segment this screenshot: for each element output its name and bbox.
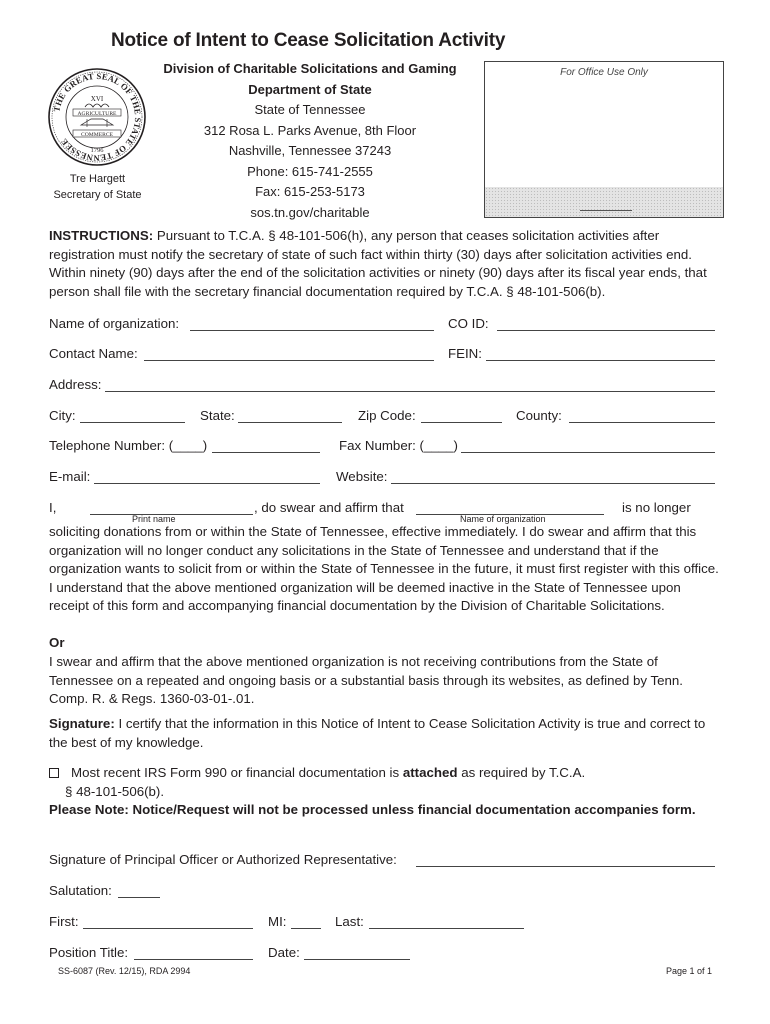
last-name-label: Last: <box>335 914 364 929</box>
last-name-field[interactable] <box>369 928 524 929</box>
fein-field[interactable] <box>486 360 715 361</box>
affirm-swear: , do swear and affirm that <box>254 500 404 515</box>
address-field[interactable] <box>105 391 715 392</box>
instructions-text: Pursuant to T.C.A. § 48-101-506(h), any person that ceases solicitation activities after registration must notify the secretary of state of such fact within thirty (30) days after solicitation activities end. Within ninety (90) days after the end of the solicitation activities or ninety (90) days after its fiscal year ends, that person shall file with the secretary financial documentation required by T.C.A. § 48-101-506(b). <box>49 228 707 299</box>
org-name-label: Name of organization: <box>49 316 180 331</box>
salutation-field[interactable] <box>118 897 160 898</box>
county-field[interactable] <box>569 422 715 423</box>
instructions-paragraph <box>49 227 724 301</box>
mi-label: MI: <box>268 914 287 929</box>
svg-text:THE GREAT SEAL OF THE STATE OF: THE GREAT SEAL OF THE STATE OF TENNESSEE <box>51 70 144 164</box>
org-name-caption: Name of organization <box>460 514 546 524</box>
website-field[interactable] <box>391 483 715 484</box>
zip-label: Zip Code: <box>358 408 416 423</box>
attachment-checkbox[interactable] <box>49 768 59 778</box>
contact-name-label: Contact Name: <box>49 346 138 361</box>
checklist-attached: attached <box>402 765 458 780</box>
division-name: Division of Charitable Solicitations and Gaming <box>163 61 457 76</box>
row-contact <box>49 346 715 364</box>
signature-lead: Signature: <box>49 716 115 731</box>
principal-signature-field[interactable] <box>416 866 715 867</box>
co-id-field[interactable] <box>497 330 715 331</box>
website-address: sos.tn.gov/charitable <box>250 204 370 220</box>
row-name <box>49 914 715 932</box>
row-org-name <box>49 316 715 334</box>
fein-label: FEIN: <box>448 346 482 361</box>
svg-text:AGRICULTURE: AGRICULTURE <box>77 110 117 117</box>
office-use-dash <box>580 210 632 211</box>
office-use-label: For Office Use Only <box>560 67 648 78</box>
office-use-box <box>484 61 724 218</box>
principal-signature-label: Signature of Principal Officer or Authorized Representative: <box>49 852 397 867</box>
affirm-i: I, <box>49 500 57 515</box>
department-address-block <box>150 59 470 223</box>
state-name: State of Tennessee <box>254 102 366 117</box>
row-city <box>49 408 715 426</box>
signature-text: I certify that the information in this Notice of Intent to Cease Solicitation Activity is true and correct to the best of my knowledge. <box>49 716 706 750</box>
city-field[interactable] <box>80 422 185 423</box>
city-state-zip: Nashville, Tennessee 37243 <box>228 143 392 158</box>
telephone-label: Telephone Number: (____) <box>49 438 208 453</box>
processing-note: Please Note: Notice/Request will not be processed unless financial documentation accompanies form. <box>49 802 696 817</box>
position-title-field[interactable] <box>134 959 253 960</box>
city-label: City: <box>49 408 76 423</box>
contact-name-field[interactable] <box>144 360 434 361</box>
first-name-label: First: <box>49 914 79 929</box>
fax-field[interactable] <box>461 452 715 453</box>
email-label: E-mail: <box>49 469 91 484</box>
checklist-post: as required by T.C.A. <box>457 765 586 780</box>
first-name-field[interactable] <box>83 928 253 929</box>
position-title-label: Position Title: <box>49 945 129 960</box>
row-address <box>49 377 715 395</box>
svg-text:COMMERCE: COMMERCE <box>80 131 114 138</box>
affirm-no-longer: is no longer <box>622 500 691 515</box>
row-email <box>49 469 715 487</box>
fax-label: Fax Number: (____) <box>339 438 458 453</box>
phone-number: Phone: 615-741-2555 <box>247 163 373 179</box>
page-title: Notice of Intent to Cease Solicitation Activity <box>111 30 506 51</box>
page-number: Page 1 of 1 <box>665 966 712 976</box>
print-name-caption: Print name <box>132 514 176 524</box>
department-name: Department of State <box>248 81 372 97</box>
row-position <box>49 945 715 963</box>
fax-number: Fax: 615-253-5173 <box>255 184 365 199</box>
checklist-citation: § 48-101-506(b). <box>65 784 165 799</box>
salutation-label: Salutation: <box>49 883 112 898</box>
checklist-item <box>49 764 724 783</box>
co-id-label: CO ID: <box>448 316 489 331</box>
svg-text:1796: 1796 <box>90 147 104 154</box>
date-label: Date: <box>268 945 300 960</box>
org-name-field[interactable] <box>190 330 434 331</box>
zip-field[interactable] <box>421 422 502 423</box>
affirm-body: soliciting donations from or within the State of Tennessee, effective immediately. I do swear and affirm that this organization will no longer conduct any solicitations in the State of Tennessee and understand that if the organization wants to solicit from or within the State of Tennessee in the future, it must first register with this office. I understand that the above mentioned organization will be deemed inactive in the State of Tennessee upon receipt of this form and accompanying financial documentation by the Division of Charitable Solicitations. <box>49 524 719 613</box>
signature-certification <box>49 715 724 752</box>
state-field[interactable] <box>238 422 342 423</box>
secretary-name: Tre Hargett <box>69 173 126 185</box>
tennessee-state-seal <box>47 67 147 167</box>
row-salutation <box>49 883 715 901</box>
svg-text:XVI: XVI <box>90 95 104 103</box>
affirm-or: Or <box>49 635 65 650</box>
county-label: County: <box>516 408 562 423</box>
address-label: Address: <box>49 377 102 392</box>
row-phone <box>49 438 715 456</box>
secretary-title: Secretary of State <box>53 189 142 201</box>
website-label: Website: <box>336 469 388 484</box>
instructions-lead: INSTRUCTIONS: <box>49 228 154 243</box>
street-address: 312 Rosa L. Parks Avenue, 8th Floor <box>203 122 417 138</box>
row-principal-signature <box>49 852 715 870</box>
form-id: SS-6087 (Rev. 12/15), RDA 2994 <box>58 966 191 976</box>
state-label: State: <box>200 408 235 423</box>
email-field[interactable] <box>94 483 320 484</box>
office-use-shaded-strip <box>485 187 723 217</box>
checklist-pre: Most recent IRS Form 990 or financial documentation is <box>71 765 403 780</box>
mi-field[interactable] <box>291 928 321 929</box>
date-field[interactable] <box>304 959 410 960</box>
telephone-field[interactable] <box>212 452 320 453</box>
affirm-alternative: I swear and affirm that the above mentioned organization is not receiving contributions from the State of Tennessee on a repeated and ongoing basis or a substantial basis through its websites, as defined by Tenn. Comp. R. & Regs. 1360-03-01-.01. <box>49 654 683 706</box>
